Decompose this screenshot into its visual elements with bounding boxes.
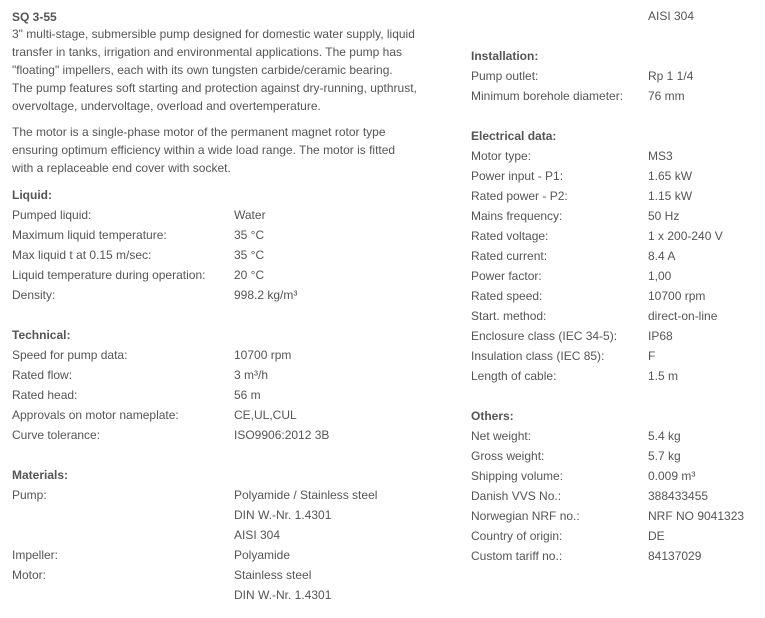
motor-description: [12, 123, 452, 177]
spec-value: 5.4 kg: [648, 429, 681, 443]
spec-value: DIN W.-Nr. 1.4301: [234, 588, 332, 602]
spec-label: Pump:: [12, 488, 47, 502]
spec-row: [471, 226, 761, 246]
spec-label: Mains frequency:: [471, 209, 563, 223]
spec-row: [12, 265, 452, 285]
spec-label: Speed for pump data:: [12, 348, 128, 362]
spec-value: DIN W.-Nr. 1.4301: [234, 508, 332, 522]
spec-label: Curve tolerance:: [12, 428, 101, 442]
spec-label: Maximum liquid temperature:: [12, 228, 167, 242]
spec-label: Enclosure class (IEC 34-5):: [471, 329, 618, 343]
spec-label: Impeller:: [12, 548, 59, 562]
spec-value: 998.2 kg/m³: [234, 288, 298, 302]
spec-value: F: [648, 349, 656, 363]
spec-label: Minimum borehole diameter:: [471, 89, 624, 103]
spec-row: [12, 245, 452, 265]
spec-value: 56 m: [234, 388, 261, 402]
motor-description-line: ensuring optimum efficiency within a wide load range. The motor is fitted: [12, 143, 396, 157]
spec-value: 3 m³/h: [234, 368, 269, 382]
spec-value: 10700 rpm: [234, 348, 292, 362]
liquid-section-title: Liquid:: [12, 188, 52, 202]
spec-value: 1 x 200-240 V: [648, 229, 723, 243]
electrical-section-title: Electrical data:: [471, 129, 557, 143]
spec-label: Shipping volume:: [471, 469, 564, 483]
spec-value: 76 mm: [648, 89, 685, 103]
spec-label: Pump outlet:: [471, 69, 539, 83]
spec-row: [471, 326, 761, 346]
spec-value: 388433455: [648, 489, 709, 503]
installation-section-title: Installation:: [471, 49, 539, 63]
spec-row: [471, 366, 761, 386]
spec-row: [12, 405, 452, 425]
spec-value: direct-on-line: [648, 309, 718, 323]
spec-value: ISO9906:2012 3B: [234, 428, 330, 442]
spec-row: [471, 526, 761, 546]
spec-value: MS3: [648, 149, 673, 163]
description-line: "floating" impellers, each with its own tungsten carbide/ceramic bearing.: [12, 63, 393, 77]
spec-row: [12, 565, 452, 585]
spec-label: Motor type:: [471, 149, 532, 163]
description-line: 3" multi-stage, submersible pump designed for domestic water supply, liquid: [12, 27, 415, 41]
spec-label: Max liquid t at 0.15 m/sec:: [12, 248, 152, 262]
spec-value: 1.65 kW: [648, 169, 693, 183]
spec-value: 8.4 A: [648, 249, 676, 263]
spec-row: [471, 506, 761, 526]
spec-label: Gross weight:: [471, 449, 545, 463]
spec-label: Length of cable:: [471, 369, 557, 383]
spec-row: [471, 186, 761, 206]
spec-label: Power input - P1:: [471, 169, 564, 183]
spec-row: [471, 66, 761, 86]
spec-label: Rated speed:: [471, 289, 543, 303]
left-column: [12, 0, 452, 605]
spec-value: Polyamide / Stainless steel: [234, 488, 378, 502]
spec-label: Country of origin:: [471, 529, 563, 543]
spec-value: Stainless steel: [234, 568, 312, 582]
spec-label: Approvals on motor nameplate:: [12, 408, 179, 422]
spec-label: Power factor:: [471, 269, 542, 283]
spec-label: Custom tariff no.:: [471, 549, 563, 563]
description-line: overvoltage, undervoltage, overload and overtemperature.: [12, 99, 321, 113]
spec-label: Rated voltage:: [471, 229, 549, 243]
description-line: The pump features soft starting and protection against dry-running, upthrust,: [12, 81, 417, 95]
spec-row: [12, 205, 452, 225]
spec-value: Polyamide: [234, 548, 291, 562]
product-title: SQ 3-55: [12, 10, 57, 24]
spec-value: Water: [234, 208, 266, 222]
spec-row-continued: [12, 525, 452, 545]
spec-value: DE: [648, 529, 665, 543]
spec-label: Pumped liquid:: [12, 208, 92, 222]
spec-value: 1,00: [648, 269, 672, 283]
spec-row: [12, 365, 452, 385]
spec-label: Density:: [12, 288, 56, 302]
spec-row: [12, 485, 452, 505]
spec-row-continued: [12, 585, 452, 605]
spec-value: Rp 1 1/4: [648, 69, 694, 83]
materials-section-title: Materials:: [12, 468, 69, 482]
spec-row: [12, 345, 452, 365]
spec-row: [471, 486, 761, 506]
spec-value: IP68: [648, 329, 673, 343]
spec-value: 5.7 kg: [648, 449, 681, 463]
spec-row: [471, 346, 761, 366]
spec-row: [12, 285, 452, 305]
motor-description-line: with a replaceable end cover with socket.: [12, 161, 231, 175]
spec-value: 35 °C: [234, 228, 265, 242]
spec-row: [471, 306, 761, 326]
spec-row: [471, 166, 761, 186]
product-description: [12, 25, 452, 115]
spec-row: [12, 225, 452, 245]
spec-label: Start. method:: [471, 309, 547, 323]
spec-value: 10700 rpm: [648, 289, 706, 303]
spec-label: Rated power - P2:: [471, 189, 568, 203]
spec-value: AISI 304: [234, 528, 281, 542]
spec-label: Motor:: [12, 568, 47, 582]
spec-row-continued: [471, 6, 761, 26]
spec-value: CE,UL,CUL: [234, 408, 297, 422]
spec-row: [471, 446, 761, 466]
others-section-title: Others:: [471, 409, 514, 423]
spec-label: Danish VVS No.:: [471, 489, 562, 503]
technical-section-title: Technical:: [12, 328, 71, 342]
spec-label: Rated current:: [471, 249, 548, 263]
description-line: transfer in tanks, irrigation and environmental applications. The pump has: [12, 45, 402, 59]
spec-label: Norwegian NRF no.:: [471, 509, 580, 523]
spec-row: [12, 545, 452, 565]
spec-value: 1.5 m: [648, 369, 679, 383]
spec-value: NRF NO 9041323: [648, 509, 745, 523]
spec-label: Liquid temperature during operation:: [12, 268, 206, 282]
spec-label: Net weight:: [471, 429, 532, 443]
spec-value: 1.15 kW: [648, 189, 693, 203]
spec-row: [471, 206, 761, 226]
spec-value: 20 °C: [234, 268, 265, 282]
spec-row: [471, 426, 761, 446]
spec-value: 84137029: [648, 549, 702, 563]
spec-row: [471, 86, 761, 106]
motor-description-line: The motor is a single-phase motor of the permanent magnet rotor type: [12, 125, 386, 139]
spec-value: 0.009 m³: [648, 469, 696, 483]
spec-label: Rated head:: [12, 388, 78, 402]
spec-row: [12, 425, 452, 445]
right-column: [471, 0, 761, 566]
spec-row: [471, 246, 761, 266]
spec-value: 50 Hz: [648, 209, 680, 223]
spec-label: Rated flow:: [12, 368, 73, 382]
spec-row-continued: [12, 505, 452, 525]
spec-row: [471, 146, 761, 166]
spec-label: Insulation class (IEC 85):: [471, 349, 605, 363]
spec-value: 35 °C: [234, 248, 265, 262]
spec-row: [12, 385, 452, 405]
spec-row: [471, 466, 761, 486]
spec-row: [471, 286, 761, 306]
spec-value: AISI 304: [648, 9, 695, 23]
spec-row: [471, 266, 761, 286]
spec-row: [471, 546, 761, 566]
